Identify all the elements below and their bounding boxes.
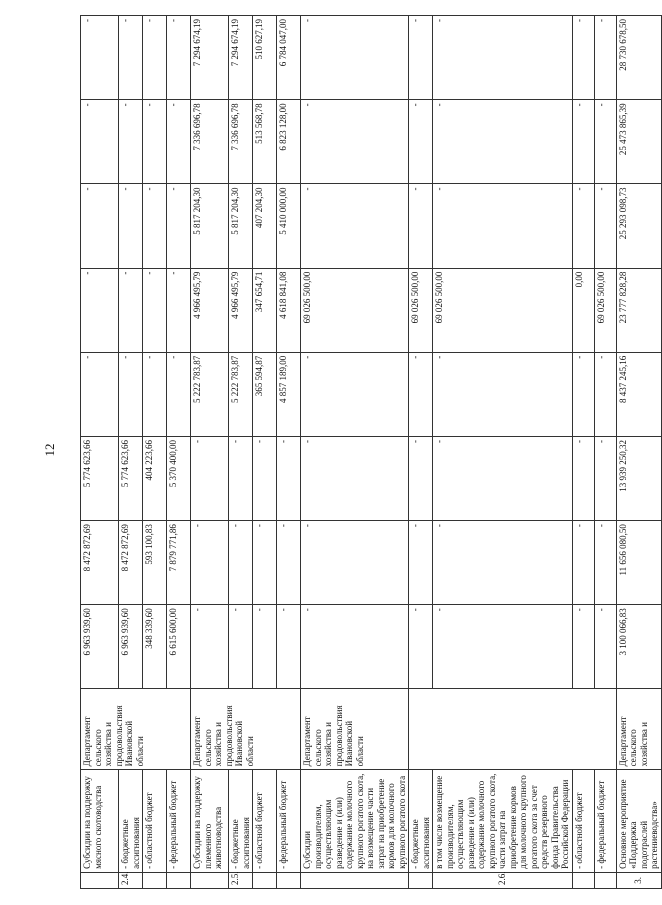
cell-value: - [191, 436, 229, 520]
cell-no: 2.5. [229, 872, 253, 888]
cell-total: 348 339,60 [143, 605, 167, 689]
cell-value: 347 654,71 [253, 268, 277, 352]
cell-total: 3 100 066,83 [616, 605, 661, 689]
cell-value: - [229, 521, 253, 605]
cell-total: - [277, 605, 301, 689]
cell-total: 6 615 600,00 [167, 605, 191, 689]
cell-value: - [409, 100, 433, 184]
cell-value: - [301, 16, 409, 100]
cell-no [143, 872, 167, 888]
cell-value: 25 293 098,73 [616, 184, 661, 268]
cell-value: - [409, 16, 433, 100]
cell-value: 8 472 872,69 [81, 521, 119, 605]
cell-name: Субсидии на поддержку мясного скотоводства [81, 770, 119, 873]
cell-value: 7 294 674,19 [191, 16, 229, 100]
cell-value: - [433, 521, 573, 605]
cell-value: 69 026 500,00 [301, 268, 409, 352]
cell-executor: Департамент сельского хозяйства и продовольствия Ивановской области [81, 689, 191, 770]
table-row [616, 16, 661, 889]
cell-total: - [594, 605, 616, 689]
cell-value: - [301, 352, 409, 436]
cell-value: - [119, 100, 143, 184]
cell-value: - [433, 352, 573, 436]
cell-value: 25 473 865,39 [616, 100, 661, 184]
cell-total: 6 963 939,60 [119, 605, 143, 689]
cell-value: - [229, 436, 253, 520]
cell-value: 5 817 204,30 [191, 184, 229, 268]
cell-value: - [191, 521, 229, 605]
cell-value: - [167, 16, 191, 100]
cell-value: 23 777 828,28 [616, 268, 661, 352]
cell-value: - [409, 352, 433, 436]
cell-value: 69 026 500,00 [409, 268, 433, 352]
cell-name: - бюджетные ассигнования [119, 770, 143, 873]
cell-value: - [143, 16, 167, 100]
cell-value: - [301, 436, 409, 520]
cell-total: 6 963 939,60 [81, 605, 119, 689]
cell-total: - [191, 605, 229, 689]
cell-value: 407 204,30 [253, 184, 277, 268]
cell-total: - [253, 605, 277, 689]
cell-value: - [433, 436, 573, 520]
cell-value: 5 774 623,66 [81, 436, 119, 520]
cell-value: - [167, 184, 191, 268]
budget-table-rotated [80, 15, 659, 889]
cell-value: 6 823 128,00 [277, 100, 301, 184]
cell-value: 365 594,87 [253, 352, 277, 436]
cell-total: - [433, 605, 573, 689]
cell-value: - [143, 184, 167, 268]
cell-value: - [81, 184, 119, 268]
cell-no [572, 872, 594, 888]
cell-no [594, 872, 616, 888]
cell-value: - [143, 100, 167, 184]
cell-no [191, 872, 229, 888]
cell-value: - [572, 184, 594, 268]
cell-value: 5 817 204,30 [229, 184, 253, 268]
cell-value: 510 627,19 [253, 16, 277, 100]
cell-value: 4 618 841,08 [277, 268, 301, 352]
cell-value: 69 026 500,00 [433, 268, 573, 352]
cell-value: 7 336 696,78 [191, 100, 229, 184]
cell-value: - [594, 352, 616, 436]
cell-name: - бюджетные ассигнования [409, 770, 433, 873]
cell-value: 8 437 245,16 [616, 352, 661, 436]
cell-value: - [253, 436, 277, 520]
cell-value: 4 857 189,00 [277, 352, 301, 436]
cell-value: - [594, 184, 616, 268]
table-row [191, 16, 229, 889]
cell-value: 7 336 696,78 [229, 100, 253, 184]
cell-value: - [253, 521, 277, 605]
cell-value: 0,00 [572, 268, 594, 352]
cell-value: 593 100,83 [143, 521, 167, 605]
cell-value: - [594, 100, 616, 184]
cell-value: 11 656 080,50 [616, 521, 661, 605]
cell-name: Субсидии производителям, осуществляющим разведение и (или) содержание молочного крупного рогатого скота, на возмещение части затрат на приобретение кормов для молочного крупного рогатого скота [301, 770, 409, 873]
cell-value: - [277, 436, 301, 520]
cell-name: Субсидии на поддержку племенного животноводства [191, 770, 229, 873]
cell-total: - [229, 605, 253, 689]
cell-value: - [277, 521, 301, 605]
cell-name: - бюджетные ассигнования [229, 770, 253, 873]
cell-value: - [409, 436, 433, 520]
cell-value: 5 370 400,00 [167, 436, 191, 520]
cell-no [81, 872, 119, 888]
cell-value: 7 294 674,19 [229, 16, 253, 100]
cell-value: 5 222 783,87 [229, 352, 253, 436]
table-row [301, 16, 409, 889]
cell-value: - [81, 268, 119, 352]
cell-value: - [433, 100, 573, 184]
cell-executor [409, 689, 617, 770]
cell-value: - [119, 352, 143, 436]
cell-total: - [409, 605, 433, 689]
cell-name: Основное мероприятие «Поддержка подотраслей растениеводства» [616, 770, 661, 873]
cell-value: - [409, 184, 433, 268]
cell-value: 7 879 771,86 [167, 521, 191, 605]
cell-value: - [572, 16, 594, 100]
cell-no [167, 872, 191, 888]
cell-total: - [301, 605, 409, 689]
cell-value: - [81, 16, 119, 100]
cell-value: - [409, 521, 433, 605]
budget-table [80, 15, 662, 889]
cell-value: - [572, 436, 594, 520]
cell-value: - [433, 184, 573, 268]
cell-value: - [301, 184, 409, 268]
page-number: 12 [42, 443, 57, 457]
cell-name: - областной бюджет [253, 770, 277, 873]
cell-value: 6 784 047,00 [277, 16, 301, 100]
cell-value: - [594, 16, 616, 100]
cell-no [253, 872, 277, 888]
table-row [81, 16, 119, 889]
cell-value: 5 774 623,66 [119, 436, 143, 520]
cell-value: - [119, 184, 143, 268]
cell-value: - [594, 436, 616, 520]
cell-value: - [167, 100, 191, 184]
cell-value: 513 568,78 [253, 100, 277, 184]
cell-value: 5 410 000,00 [277, 184, 301, 268]
cell-value: - [433, 16, 573, 100]
cell-no: 2.6. [433, 872, 573, 888]
cell-no [409, 872, 433, 888]
table-row [409, 16, 433, 889]
cell-value: 4 966 495,79 [191, 268, 229, 352]
cell-value: 69 026 500,00 [594, 268, 616, 352]
cell-no: 3. [616, 872, 661, 888]
cell-value: 5 222 783,87 [191, 352, 229, 436]
cell-value: 13 939 250,32 [616, 436, 661, 520]
cell-name: - федеральный бюджет [277, 770, 301, 873]
cell-value: 28 730 678,50 [616, 16, 661, 100]
cell-value: - [81, 100, 119, 184]
cell-value: - [143, 268, 167, 352]
cell-value: 404 223,66 [143, 436, 167, 520]
cell-value: - [119, 268, 143, 352]
cell-value: - [572, 100, 594, 184]
cell-executor: Департамент сельского хозяйства и продовольствия Ивановской области [301, 689, 409, 770]
cell-value: - [301, 100, 409, 184]
cell-name: - областной бюджет [143, 770, 167, 873]
cell-name: - федеральный бюджет [594, 770, 616, 873]
cell-value: - [572, 352, 594, 436]
cell-value: - [594, 521, 616, 605]
cell-value: - [167, 352, 191, 436]
cell-value: - [81, 352, 119, 436]
cell-total: - [572, 605, 594, 689]
cell-name: - федеральный бюджет [167, 770, 191, 873]
cell-value: - [301, 521, 409, 605]
cell-executor: Департамент сельского хозяйства и [616, 689, 661, 770]
cell-value: - [143, 352, 167, 436]
cell-value: - [119, 16, 143, 100]
cell-value: 8 472 872,69 [119, 521, 143, 605]
cell-value: - [572, 521, 594, 605]
cell-executor: Департамент сельского хозяйства и продовольствия Ивановской области [191, 689, 301, 770]
cell-no [277, 872, 301, 888]
cell-name: в том числе возмещение производителям, осуществляющим разведение и (или) содержание молочного крупного рогатого скота, части затрат на приобретение кормов для молочного крупного рогатого скота за счет средств резервного фонда Правительства Российской Федерации [433, 770, 573, 873]
cell-value: 4 966 495,79 [229, 268, 253, 352]
cell-no: 2.4. [119, 872, 143, 888]
cell-name: - областной бюджет [572, 770, 594, 873]
cell-value: - [167, 268, 191, 352]
cell-no [301, 872, 409, 888]
